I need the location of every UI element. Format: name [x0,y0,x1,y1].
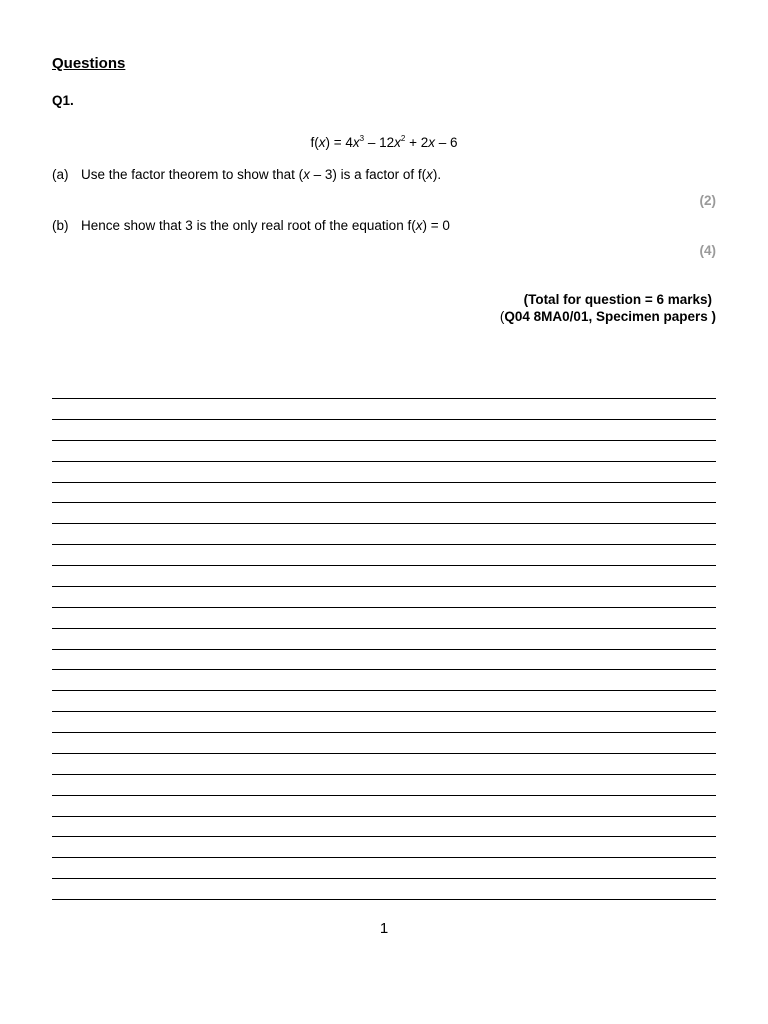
answer-line[interactable] [52,565,716,566]
part-a-marks: (2) [699,193,716,208]
part-b-marks: (4) [699,243,716,258]
answer-line[interactable] [52,607,716,608]
answer-line[interactable] [52,816,716,817]
eq-term2-var: x [394,135,401,150]
eq-term3-var: x [428,135,435,150]
question-number: Q1. [52,93,74,108]
part-a-text-2: – 3) is a factor of f( [309,167,427,182]
answer-line[interactable] [52,795,716,796]
answer-line[interactable] [52,711,716,712]
answer-line[interactable] [52,440,716,441]
eq-mid1: – 12 [364,135,395,150]
part-a-var-2: x [426,167,433,182]
answer-line[interactable] [52,461,716,462]
part-b-text-2: ) = 0 [422,218,450,233]
answer-line[interactable] [52,398,716,399]
answer-line[interactable] [52,628,716,629]
eq-lhs-func: f( [310,135,319,150]
answer-line[interactable] [52,482,716,483]
section-heading: Questions [52,55,126,72]
part-b-var-1: x [415,218,423,233]
answer-line[interactable] [52,732,716,733]
eq-lhs-var: x [318,135,326,150]
answer-line[interactable] [52,690,716,691]
answer-lines[interactable] [52,0,716,1024]
answer-line[interactable] [52,544,716,545]
part-a-var-1: x [303,167,310,182]
eq-tail: – 6 [434,135,458,150]
answer-line[interactable] [52,523,716,524]
eq-mid2: + 2 [405,135,429,150]
answer-line[interactable] [52,419,716,420]
source-ref-text: Q04 8MA0/01, Specimen papers [504,309,708,324]
answer-line[interactable] [52,502,716,503]
answer-line[interactable] [52,836,716,837]
answer-line[interactable] [52,899,716,900]
part-a-letter: (a) [52,167,69,182]
eq-term2-exp: 2 [400,134,406,143]
source-close-paren: ) [707,309,716,324]
answer-line[interactable] [52,857,716,858]
eq-lhs-close: ) = 4 [325,135,353,150]
answer-line[interactable] [52,669,716,670]
answer-line[interactable] [52,586,716,587]
total-marks: (Total for question = 6 marks) [523,292,712,307]
part-a-text-3: ). [432,167,442,182]
eq-term1-exp: 3 [359,134,365,143]
source-open-paren: ( [499,309,505,324]
answer-line[interactable] [52,774,716,775]
part-a-text-1: Use the factor theorem to show that ( [81,167,304,182]
page-number: 1 [379,920,389,937]
answer-line[interactable] [52,878,716,879]
eq-term1-var: x [352,135,360,150]
part-b-letter: (b) [52,218,69,233]
part-b-text-1: Hence show that 3 is the only real root of the equation f( [81,218,416,233]
answer-line[interactable] [52,649,716,650]
answer-line[interactable] [52,753,716,754]
